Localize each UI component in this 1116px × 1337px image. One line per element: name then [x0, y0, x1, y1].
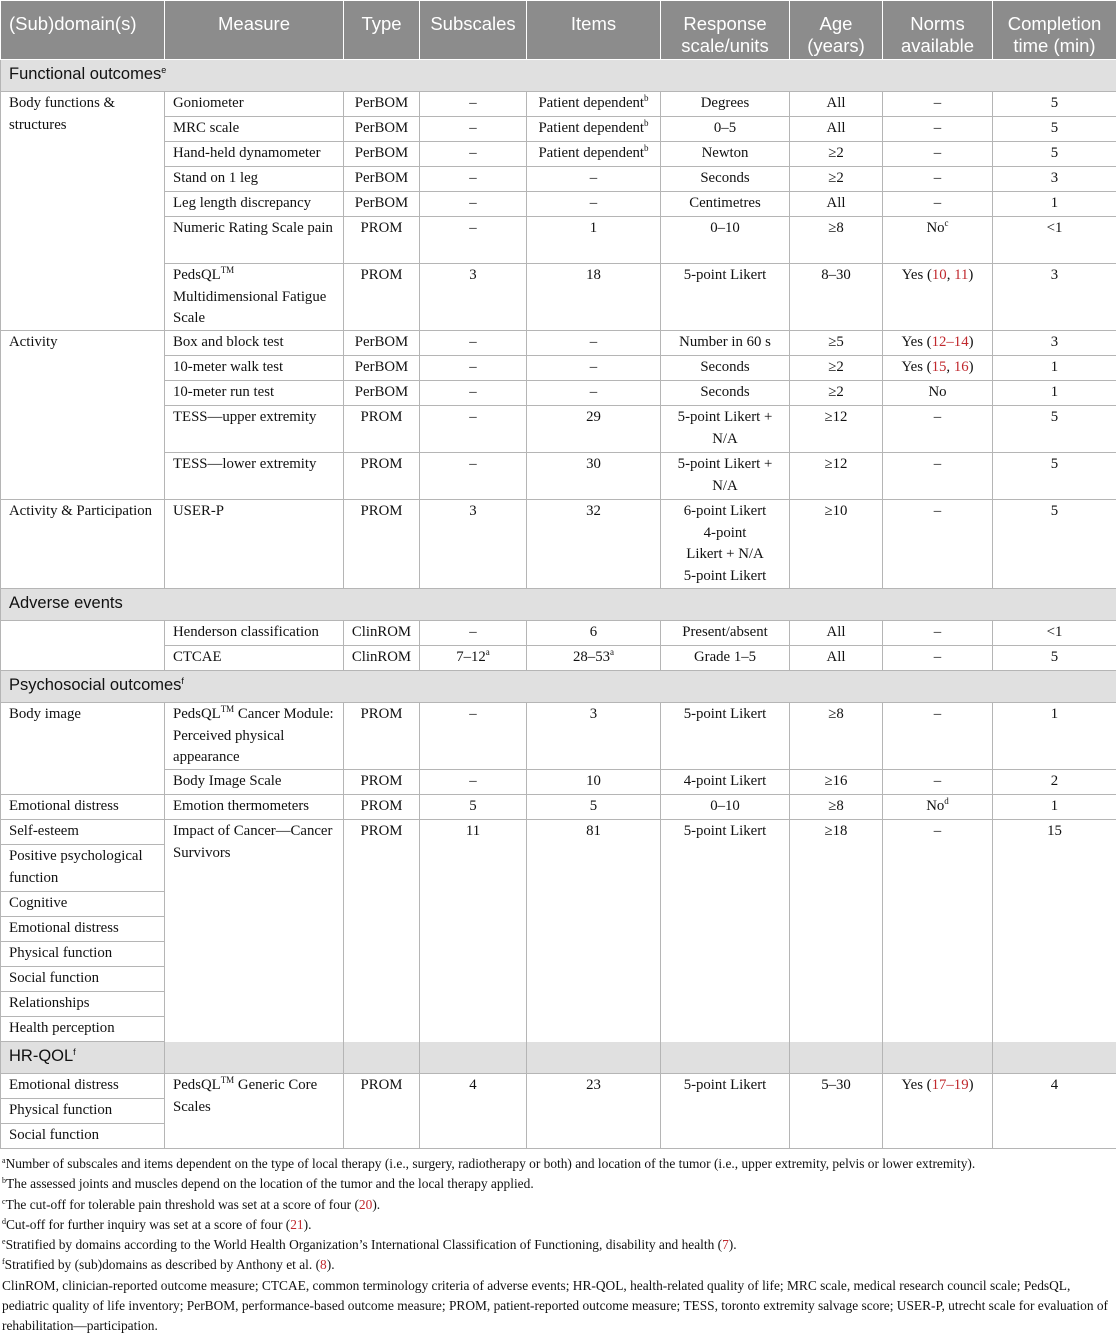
header-cell: Norms available	[883, 1, 993, 60]
response-cell: Grade 1–5	[661, 646, 790, 671]
table-row	[1, 500, 1116, 589]
items-cell: 29	[527, 406, 661, 453]
norms-cell: –	[883, 192, 993, 217]
items-cell: 32	[527, 500, 661, 589]
subscales-cell: –	[420, 217, 527, 264]
subscales-cell: 5	[420, 795, 527, 820]
response-cell: 0–10	[661, 217, 790, 264]
measure-cell: 10-meter run test	[165, 381, 344, 406]
type-cell: PROM	[344, 1074, 420, 1149]
type-cell: PROM	[344, 264, 420, 331]
section-row	[1, 671, 1116, 703]
measure-cell: Box and block test	[165, 331, 344, 356]
items-cell: Patient dependent$^b$	[527, 117, 661, 142]
footnote: $^a$Number of subscales and items dependent on the type of local therapy (i.e., surgery, radiotherapy or both) and location of the tumor (i.e., upper extremity, pelvis or lower extremity).	[2, 1154, 1114, 1174]
response-cell: Number in 60 s	[661, 331, 790, 356]
time-cell: 2	[993, 770, 1116, 795]
reference-link[interactable]: 10	[932, 267, 947, 283]
domain-cell: Health perception	[1, 1017, 165, 1042]
table-row	[1, 264, 1116, 331]
footnote: $^b$The assessed joints and muscles depend on the location of the tumor and the local therapy applied.	[2, 1174, 1114, 1194]
subscales-cell: 3	[420, 500, 527, 589]
type-cell: PerBOM	[344, 167, 420, 192]
reference-link[interactable]: 7	[722, 1237, 729, 1252]
footnote: $^c$The cut-off for tolerable pain threshold was set at a score of four (20).	[2, 1195, 1114, 1215]
response-line: 6-point Likert	[665, 501, 785, 523]
measure-cell: USER-P	[165, 500, 344, 589]
measure-cell: Numeric Rating Scale pain	[165, 217, 344, 264]
time-cell: <1	[993, 217, 1116, 264]
domain-cell: Cognitive	[1, 892, 165, 917]
age-cell: ≥5	[790, 331, 883, 356]
age-cell: All	[790, 621, 883, 646]
measure-cell: TESS—lower extremity	[165, 453, 344, 500]
norms-cell: –	[883, 117, 993, 142]
type-cell: PerBOM	[344, 192, 420, 217]
measure-cell: Stand on 1 leg	[165, 167, 344, 192]
time-cell: 4	[993, 1074, 1116, 1149]
items-cell: –	[527, 356, 661, 381]
response-cell: 4-point Likert	[661, 770, 790, 795]
table-row	[1, 770, 1116, 795]
section-row	[1, 589, 1116, 621]
age-cell: ≥2	[790, 356, 883, 381]
header-row	[1, 1, 1116, 60]
type-cell: PROM	[344, 703, 420, 770]
table-row	[1, 142, 1116, 167]
time-cell: 5	[993, 117, 1116, 142]
norms-cell: –	[883, 92, 993, 117]
header-cell: Response scale/units	[661, 1, 790, 60]
time-cell: 15	[993, 820, 1116, 1074]
age-cell: ≥8	[790, 795, 883, 820]
response-cell: Present/absent	[661, 621, 790, 646]
time-cell: 1	[993, 703, 1116, 770]
norms-cell: Yes (10, 11)	[883, 264, 993, 331]
time-cell: 5	[993, 406, 1116, 453]
items-cell: 23	[527, 1074, 661, 1149]
subscales-cell: –	[420, 92, 527, 117]
footnote: $^d$Cut-off for further inquiry was set at a score of four (21).	[2, 1215, 1114, 1235]
domain-cell: Body image	[1, 703, 165, 795]
domain-cell: Emotional distress	[1, 795, 165, 820]
reference-link[interactable]: 15	[932, 359, 947, 375]
section-title: Adverse events	[1, 589, 1116, 621]
table-row	[1, 621, 1116, 646]
reference-link[interactable]: 11	[954, 267, 968, 283]
subscales-cell: –	[420, 356, 527, 381]
age-cell: All	[790, 646, 883, 671]
age-cell: All	[790, 192, 883, 217]
items-cell: 1	[527, 217, 661, 264]
norms-cell: –	[883, 646, 993, 671]
age-cell: ≥8	[790, 703, 883, 770]
subscales-cell: –	[420, 142, 527, 167]
table-footnotes	[2, 1154, 1114, 1337]
header-cell: Items	[527, 1, 661, 60]
domain-cell: Body functions & structures	[1, 92, 165, 331]
age-cell: 5–30	[790, 1074, 883, 1149]
time-cell: 1	[993, 795, 1116, 820]
section-title: Functional outcomes$^e$	[1, 60, 1116, 92]
age-cell: ≥8	[790, 217, 883, 264]
time-cell: 5	[993, 646, 1116, 671]
time-cell: 1	[993, 381, 1116, 406]
norms-cell: –	[883, 500, 993, 589]
domain-cell	[1, 621, 165, 671]
age-cell: ≥2	[790, 381, 883, 406]
type-cell: PROM	[344, 453, 420, 500]
response-cell: 5-point Likert + N/A	[661, 453, 790, 500]
measure-cell: 10-meter walk test	[165, 356, 344, 381]
subscales-cell: –	[420, 167, 527, 192]
table-row	[1, 1074, 1116, 1099]
domain-cell: Social function	[1, 1124, 165, 1149]
age-cell: ≥10	[790, 500, 883, 589]
measure-cell: Impact of Cancer—Cancer Survivors	[165, 820, 344, 1074]
norms-cell: Yes (12–14)	[883, 331, 993, 356]
type-cell: PerBOM	[344, 356, 420, 381]
type-cell: PerBOM	[344, 117, 420, 142]
type-cell: PROM	[344, 217, 420, 264]
type-cell: PerBOM	[344, 331, 420, 356]
table-row	[1, 381, 1116, 406]
norms-cell: Yes (17–19)	[883, 1074, 993, 1149]
time-cell: 3	[993, 331, 1116, 356]
section-row	[1, 1042, 1116, 1074]
response-cell: Degrees	[661, 92, 790, 117]
items-cell: 28–53$^a$	[527, 646, 661, 671]
subscales-cell: –	[420, 192, 527, 217]
subscales-cell: 3	[420, 264, 527, 331]
norms-cell: –	[883, 167, 993, 192]
response-line: Likert + N/A	[665, 544, 785, 566]
table-row	[1, 167, 1116, 192]
domain-cell: Activity & Participation	[1, 500, 165, 589]
norms-cell: No	[883, 381, 993, 406]
norms-cell: No$^d$	[883, 795, 993, 820]
header-cell: Completion time (min)	[993, 1, 1116, 60]
reference-link[interactable]: 16	[954, 359, 969, 375]
abbreviations: ClinROM, clinician-reported outcome measure; CTCAE, common terminology criteria of adverse events; HR-QOL, health-related quality of life; MRC scale, medical research council scale; PedsQL, pediatric quality of life inventory; PerBOM, performance-based outcome measure; PROM, patient-reported outcome measure; TESS, toronto extremity salvage score; USER-P, utrecht scale for evaluation of rehabilitation—participation.	[2, 1276, 1114, 1337]
age-cell: ≥12	[790, 406, 883, 453]
subscales-cell: –	[420, 381, 527, 406]
norms-cell: –	[883, 770, 993, 795]
measure-cell: Hand-held dynamometer	[165, 142, 344, 167]
response-cell: 5-point Likert	[661, 820, 790, 1074]
table-row	[1, 356, 1116, 381]
type-cell: ClinROM	[344, 646, 420, 671]
measure-cell: CTCAE	[165, 646, 344, 671]
domain-cell: Physical function	[1, 1099, 165, 1124]
measure-cell: MRC scale	[165, 117, 344, 142]
table-row	[1, 795, 1116, 820]
measure-cell: Body Image Scale	[165, 770, 344, 795]
age-cell: ≥2	[790, 142, 883, 167]
type-cell: PROM	[344, 406, 420, 453]
footnote: $^f$Stratified by (sub)domains as described by Anthony et al. (8).	[2, 1255, 1114, 1275]
domain-cell: Self-esteem	[1, 820, 165, 845]
subscales-cell: –	[420, 331, 527, 356]
items-cell: Patient dependent$^b$	[527, 92, 661, 117]
measure-cell: Leg length discrepancy	[165, 192, 344, 217]
subscales-cell: –	[420, 621, 527, 646]
measure-cell: Goniometer	[165, 92, 344, 117]
items-cell: Patient dependent$^b$	[527, 142, 661, 167]
response-cell: 0–5	[661, 117, 790, 142]
time-cell: 5	[993, 500, 1116, 589]
norms-cell: –	[883, 142, 993, 167]
time-cell: 5	[993, 92, 1116, 117]
response-cell	[661, 500, 790, 589]
domain-cell: Positive psychological function	[1, 845, 165, 892]
reference-link[interactable]: 21	[290, 1217, 303, 1232]
age-cell: ≥16	[790, 770, 883, 795]
reference-link[interactable]: 20	[359, 1197, 372, 1212]
age-cell: ≥12	[790, 453, 883, 500]
domain-cell: Emotional distress	[1, 917, 165, 942]
subscales-cell: 4	[420, 1074, 527, 1149]
measure-cell: TESS—upper extremity	[165, 406, 344, 453]
type-cell: PerBOM	[344, 92, 420, 117]
items-cell: 5	[527, 795, 661, 820]
type-cell: ClinROM	[344, 621, 420, 646]
time-cell: 5	[993, 453, 1116, 500]
table-row	[1, 331, 1116, 356]
items-cell: 10	[527, 770, 661, 795]
time-cell: 1	[993, 192, 1116, 217]
table-row	[1, 92, 1116, 117]
norms-cell: –	[883, 820, 993, 1074]
measure-cell: Henderson classification	[165, 621, 344, 646]
response-cell: Newton	[661, 142, 790, 167]
response-cell: 5-point Likert	[661, 264, 790, 331]
domain-cell: Emotional distress	[1, 1074, 165, 1099]
age-cell: All	[790, 117, 883, 142]
subscales-cell: 7–12$^a$	[420, 646, 527, 671]
type-cell: PROM	[344, 795, 420, 820]
response-line: 5-point Likert	[665, 566, 785, 588]
subscales-cell: –	[420, 453, 527, 500]
response-line: 4-point	[665, 523, 785, 545]
table-row	[1, 117, 1116, 142]
subscales-cell: –	[420, 770, 527, 795]
items-cell: –	[527, 331, 661, 356]
domain-cell: Relationships	[1, 992, 165, 1017]
response-cell: Seconds	[661, 381, 790, 406]
time-cell: 3	[993, 264, 1116, 331]
response-cell: Centimetres	[661, 192, 790, 217]
age-cell: ≥18	[790, 820, 883, 1074]
norms-cell: Yes (15, 16)	[883, 356, 993, 381]
subscales-cell: –	[420, 406, 527, 453]
type-cell: PROM	[344, 820, 420, 1074]
reference-link[interactable]: 17–19	[932, 1077, 969, 1093]
table-row	[1, 192, 1116, 217]
table-row	[1, 646, 1116, 671]
time-cell: 5	[993, 142, 1116, 167]
norms-cell: –	[883, 406, 993, 453]
response-cell: 5-point Likert + N/A	[661, 406, 790, 453]
age-cell: All	[790, 92, 883, 117]
response-cell: 0–10	[661, 795, 790, 820]
norms-cell: –	[883, 621, 993, 646]
table-row	[1, 820, 1116, 845]
age-cell: 8–30	[790, 264, 883, 331]
measure-cell: PedsQL™ Multidimensional Fatigue Scale	[165, 264, 344, 331]
norms-cell: –	[883, 453, 993, 500]
subscales-cell: –	[420, 703, 527, 770]
reference-link[interactable]: 12–14	[932, 334, 969, 350]
response-cell: Seconds	[661, 356, 790, 381]
type-cell: PROM	[344, 770, 420, 795]
response-cell: 5-point Likert	[661, 703, 790, 770]
time-cell: <1	[993, 621, 1116, 646]
subscales-cell: –	[420, 117, 527, 142]
type-cell: PerBOM	[344, 142, 420, 167]
items-cell: –	[527, 381, 661, 406]
norms-cell: No$^c$	[883, 217, 993, 264]
time-cell: 1	[993, 356, 1116, 381]
items-cell: –	[527, 192, 661, 217]
header-cell: Age (years)	[790, 1, 883, 60]
items-cell: 30	[527, 453, 661, 500]
reference-link[interactable]: 8	[320, 1257, 327, 1272]
type-cell: PerBOM	[344, 381, 420, 406]
time-cell: 3	[993, 167, 1116, 192]
items-cell: 3	[527, 703, 661, 770]
age-cell: ≥2	[790, 167, 883, 192]
type-cell: PROM	[344, 500, 420, 589]
response-cell: Seconds	[661, 167, 790, 192]
table-row	[1, 217, 1116, 264]
measure-cell: PedsQL™ Generic Core Scales	[165, 1074, 344, 1149]
norms-cell: –	[883, 703, 993, 770]
subscales-cell: 11	[420, 820, 527, 1074]
items-cell: –	[527, 167, 661, 192]
section-title: Psychosocial outcomes$^f$	[1, 671, 1116, 703]
domain-cell: Social function	[1, 967, 165, 992]
measure-cell: Emotion thermometers	[165, 795, 344, 820]
table-row	[1, 406, 1116, 453]
header-cell: Subscales	[420, 1, 527, 60]
section-row	[1, 60, 1116, 92]
section-title: HR-QOL$^f$	[1, 1042, 1116, 1074]
footnote: $^e$Stratified by domains according to the World Health Organization’s International Classification of Functioning, disability and health (7).	[2, 1235, 1114, 1255]
response-cell: 5-point Likert	[661, 1074, 790, 1149]
header-cell: (Sub)domain(s)	[1, 1, 165, 60]
table-row	[1, 703, 1116, 770]
table-row	[1, 453, 1116, 500]
items-cell: 6	[527, 621, 661, 646]
items-cell: 81	[527, 820, 661, 1074]
domain-cell: Physical function	[1, 942, 165, 967]
header-cell: Measure	[165, 1, 344, 60]
domain-cell: Activity	[1, 331, 165, 500]
header-cell: Type	[344, 1, 420, 60]
measure-cell: PedsQL™ Cancer Module: Perceived physical appearance	[165, 703, 344, 770]
items-cell: 18	[527, 264, 661, 331]
